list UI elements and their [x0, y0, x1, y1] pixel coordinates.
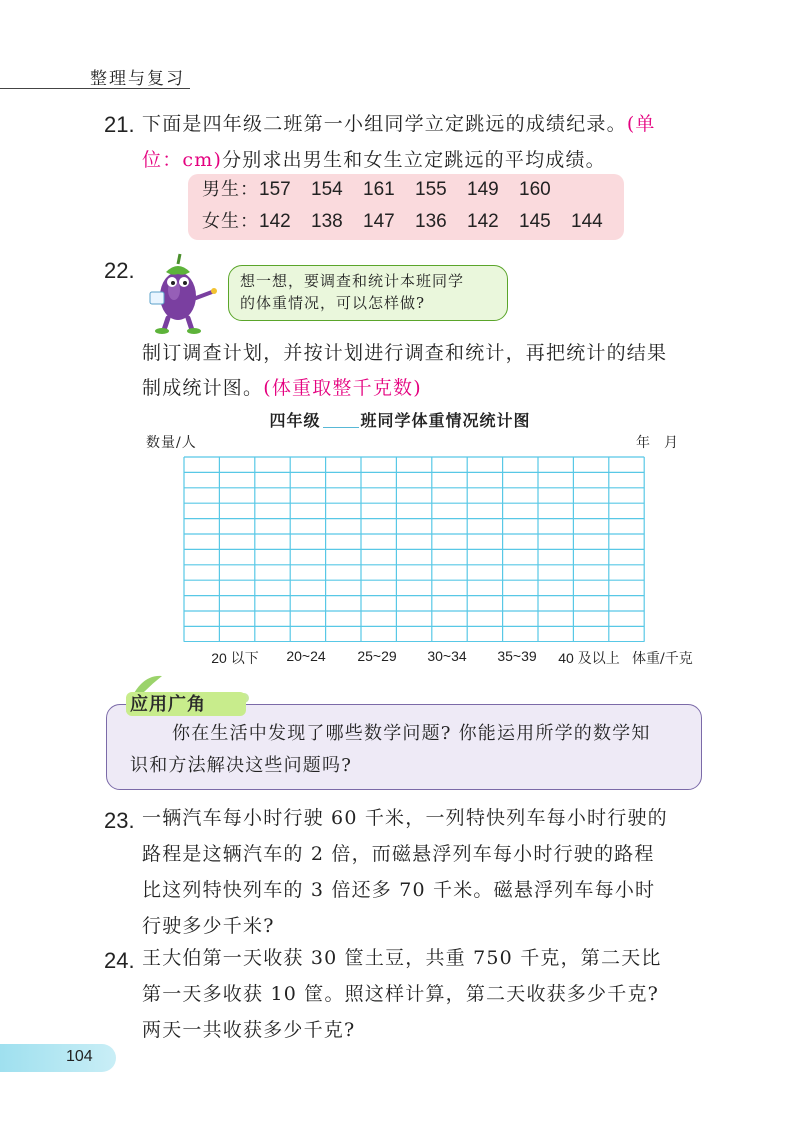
q21-number: 21. [104, 112, 135, 137]
application-line-1: 你在生活中发现了哪些数学问题? 你能运用所学的数学知 [172, 723, 651, 744]
score-cell: 154 [311, 179, 343, 200]
x-tick-label: 25~29 [357, 648, 397, 664]
bubble-line-1: 想一想，要调查和统计本班同学 [240, 272, 465, 290]
score-cell: 144 [571, 211, 603, 232]
x-axis-tick-labels [183, 648, 703, 668]
q23-line-1: 一辆汽车每小时行驶 60 千米，一列特快列车每小时行驶的 [142, 807, 668, 829]
x-tick-label: 30~34 [427, 648, 467, 664]
q21-unit-note: (单 [626, 113, 656, 135]
q21-line-1 [142, 106, 656, 142]
q24-line-2: 第一天多收获 10 筐。照这样计算，第二天收获多少千克? [142, 983, 660, 1005]
application-line-2: 识和方法解决这些问题吗? [130, 755, 353, 776]
score-cell: 136 [415, 211, 447, 232]
chart-title [0, 408, 800, 431]
y-axis-label: 数量/人 [146, 435, 197, 451]
score-cell: 155 [415, 179, 447, 200]
score-cell: 149 [467, 179, 499, 200]
score-cell: 160 [519, 179, 551, 200]
score-cell: 161 [363, 179, 395, 200]
q22-weight-note: (体重取整千克数) [263, 377, 422, 399]
blank-chart-grid [183, 456, 645, 642]
score-cell: 142 [259, 211, 291, 232]
x-tick-label: 20 以下 [211, 650, 259, 666]
speech-bubble-text [240, 270, 502, 314]
header-divider [0, 88, 190, 89]
q23-line-2: 路程是这辆汽车的 2 倍，而磁悬浮列车每小时行驶的路程 [142, 843, 655, 865]
jump-scores-table [188, 174, 624, 240]
score-cell: 157 [259, 179, 291, 200]
q23-line-3: 比这列特快列车的 3 倍还多 70 千米。磁悬浮列车每小时 [142, 879, 656, 901]
score-cell: 142 [467, 211, 499, 232]
q24-line-1: 王大伯第一天收获 30 筐土豆，共重 750 千克，第二天比 [142, 947, 662, 969]
x-tick-label: 35~39 [497, 648, 537, 664]
q22-line-2 [142, 370, 422, 406]
q22-line-1: 制订调查计划，并按计划进行调查和统计，再把统计的结果 [142, 342, 668, 364]
class-blank[interactable] [323, 411, 359, 428]
q24-number: 24. [104, 948, 135, 973]
q21-text-cont: 分别求出男生和女生立定跳远的平均成绩。 [222, 149, 606, 171]
score-cell: 147 [363, 211, 395, 232]
page-number-tab [0, 1044, 116, 1072]
girls-label: 女生： [202, 211, 259, 232]
q24-line-3: 两天一共收获多少千克? [142, 1019, 356, 1041]
chart-title-suffix: 班同学体重情况统计图 [360, 411, 531, 430]
q21-unit-note-cont: 位：cm) [142, 149, 223, 171]
boys-label: 男生： [202, 179, 259, 200]
q23-number: 23. [104, 808, 135, 833]
score-cell: 145 [519, 211, 551, 232]
application-corner-title: 应用广角 [130, 694, 206, 715]
bubble-line-2: 的体重情况，可以怎样做? [240, 294, 426, 312]
page-number: 104 [66, 1048, 93, 1065]
q22-number: 22. [104, 258, 135, 283]
q23-line-4: 行驶多少千米? [142, 915, 275, 937]
q22-text: 制成统计图。 [142, 377, 264, 399]
x-tick-label: 40 及以上 [558, 650, 620, 666]
date-label: 年 月 [636, 435, 678, 451]
boys-scores-row [202, 174, 571, 206]
x-tick-label: 20~24 [286, 648, 326, 664]
q21-text: 下面是四年级二班第一小组同学立定跳远的成绩纪录。 [142, 113, 627, 135]
section-header-title: 整理与复习 [90, 69, 185, 89]
chart-title-prefix: 四年级 [269, 411, 321, 430]
x-axis-title: 体重/千克 [632, 651, 693, 667]
score-cell: 138 [311, 211, 343, 232]
girls-scores-row [202, 206, 623, 238]
eggplant-mascot-icon [138, 252, 224, 334]
q21-line-2 [142, 142, 606, 178]
